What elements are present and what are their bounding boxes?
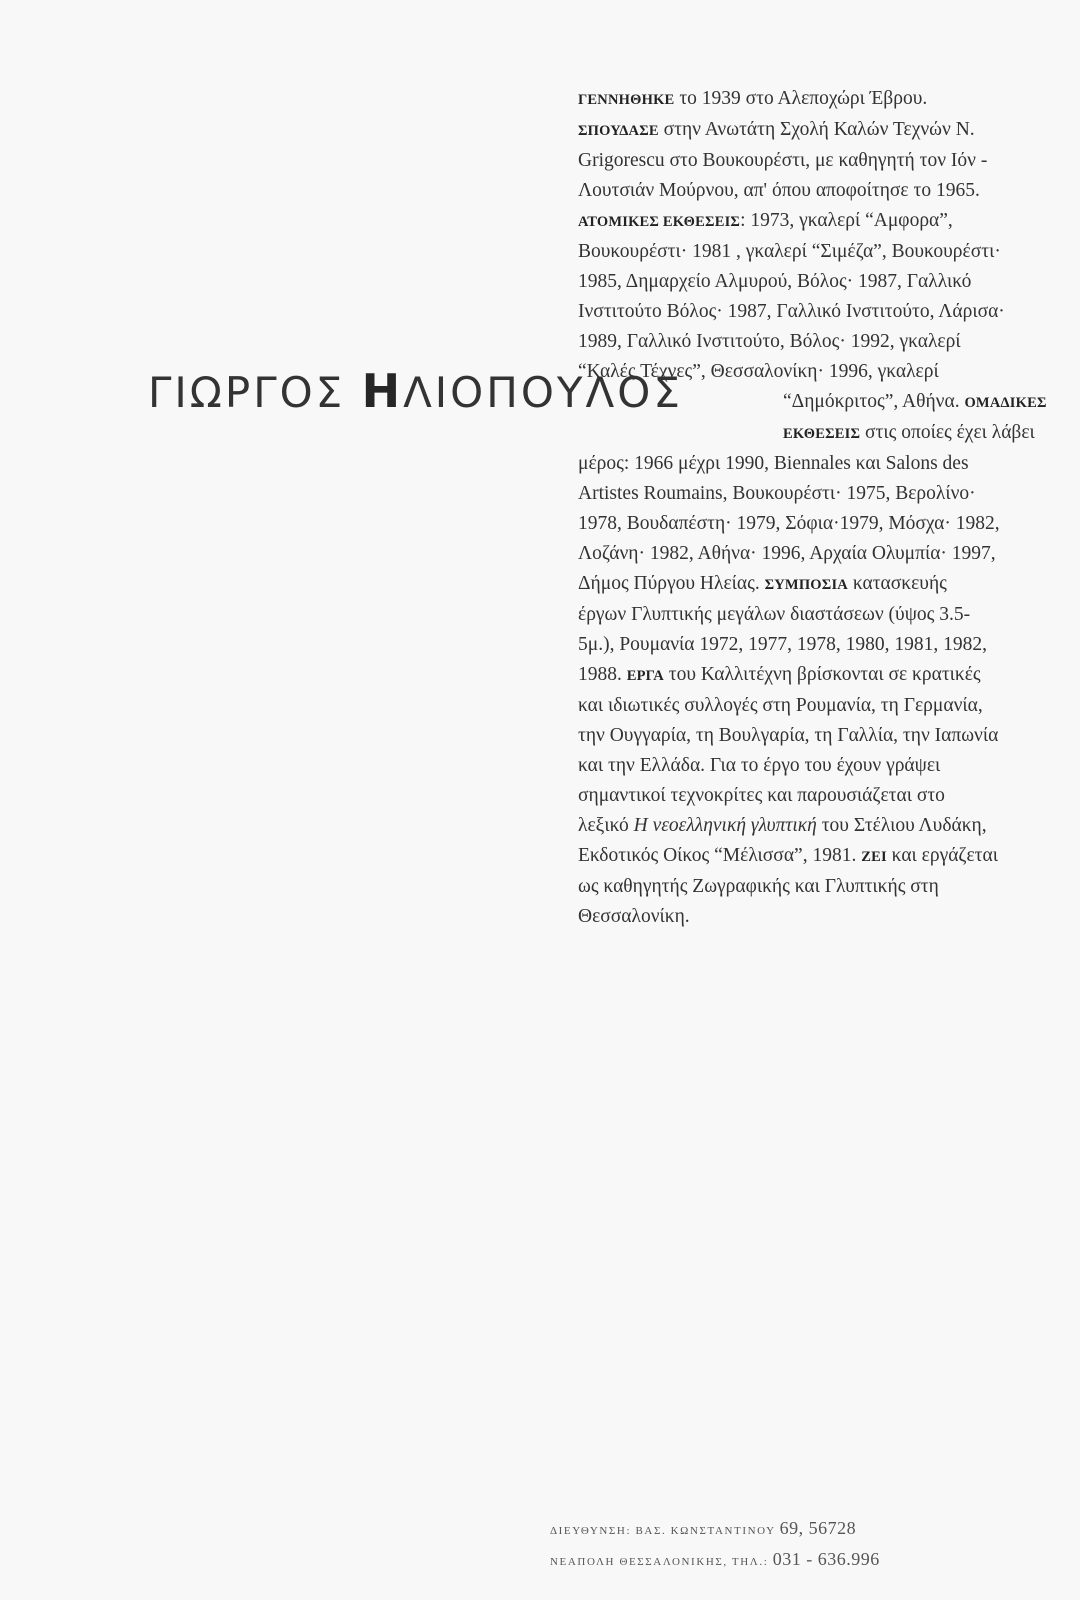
group-exhibitions-heading-2: ΕΚΘΕΣΕΙΣ [783, 426, 861, 442]
works-text: του Καλλιτέχνη βρίσκονται σε κρατικές [663, 664, 981, 685]
solo-exhibitions-heading: ΑΤΟΜΙΚΕΣ ΕΚΘΕΣΕΙΣ [578, 214, 741, 230]
address-number: 69, 56728 [779, 1518, 857, 1538]
works-heading: ΕΡΓΑ [626, 668, 664, 684]
address-line [550, 1514, 930, 1545]
studies-text: στην Ανωτάτη Σχολή Καλών Τεχνών N. [658, 119, 975, 140]
bio-line: 5μ.), Ρουμανία 1972, 1977, 1978, 1980, 1981, 1982, [578, 634, 988, 655]
bio-line: και την Ελλάδα. Για το έργο του έχουν γράψει [578, 755, 941, 776]
artist-surname-rest: ΛΙΟΠΟΥΛΟΣ [403, 368, 683, 417]
city-label: ΝΕΑΠΟΛΗ ΘΕΣΣΑΛΟΝΙΚΗΣ, ΤΗΛ.: [550, 1556, 773, 1568]
bio-line: και ιδιωτικές συλλογές στη Ρουμανία, τη Γερμανία, [578, 695, 983, 716]
lives-text: και εργάζεται [886, 845, 998, 866]
bio-line: Βουκουρέστι· 1981 , γκαλερί “Σιμέζα”, Βουκουρέστι· [578, 241, 1001, 262]
bio-line [578, 206, 1028, 237]
works-text-end: Εκδοτικός Οίκος “Μέλισσα”, 1981. [578, 845, 862, 866]
group-exhibitions-heading: ΟΜΑΔΙΚΕΣ [964, 395, 1047, 411]
bio-line [578, 569, 1028, 600]
group-text-end: Δήμος Πύργου Ηλείας. [578, 573, 765, 594]
bio-line: 1978, Βουδαπέστη· 1979, Σόφια·1979, Μόσχα· 1982, [578, 513, 1000, 534]
born-heading: ΓΕΝΝΗΘΗΚΕ [578, 92, 675, 108]
artist-surname-initial: Η [361, 364, 404, 418]
bio-line [578, 84, 1028, 115]
bio-line [578, 387, 1047, 418]
solo-text-end: “Δημόκριτος”, Αθήνα. [783, 391, 965, 412]
bio-line: Grigorescu στο Βουκουρέστι, με καθηγητή τον Ιόν - [578, 150, 988, 171]
bio-line: Ινστιτούτο Βόλος· 1987, Γαλλικό Ινστιτούτο, Λάρισα· [578, 301, 1005, 322]
works-text: λεξικό [578, 815, 634, 836]
bio-line: Artistes Roumains, Βουκουρέστι· 1975, Βερολίνο· [578, 483, 976, 504]
bio-line: μέρος: 1966 μέχρι 1990, Biennales και Salons des [578, 453, 969, 474]
address-label: ΔΙΕΥΘΥΝΣΗ: ΒΑΣ. ΚΩΝΣΤΑΝΤΙΝΟΥ [550, 1525, 780, 1537]
bio-line [578, 660, 1028, 691]
book-title: Η νεοελληνική γλυπτική [633, 815, 817, 836]
artist-first-name: ΓΙΩΡΓΟΣ [148, 368, 362, 417]
bio-line: Θεσσαλονίκη. [578, 906, 690, 927]
symposia-text-end: 1988. [578, 664, 627, 685]
born-text: το 1939 στο Αλεποχώρι Έβρου. [674, 88, 928, 109]
bio-line: Λοζάνη· 1982, Αθήνα· 1996, Αρχαία Ολυμπία· 1997, [578, 543, 996, 564]
bio-line: σημαντικοί τεχνοκρίτες και παρουσιάζεται στο [578, 785, 945, 806]
bio-line: την Ουγγαρία, τη Βουλγαρία, τη Γαλλία, την Ιαπωνία [578, 725, 999, 746]
artist-name-heading [148, 364, 683, 418]
bio-line: 1985, Δημαρχείο Αλμυρού, Βόλος· 1987, Γαλλικό [578, 271, 972, 292]
city-phone-line [550, 1545, 930, 1576]
bio-line [578, 811, 1028, 841]
bio-line: “Καλές Τέχνες”, Θεσσαλονίκη· 1996, γκαλερί [578, 361, 939, 382]
works-text: του Στέλιου Λυδάκη, [816, 815, 987, 836]
group-text: στις οποίες έχει λάβει [860, 422, 1035, 443]
solo-text: : 1973, γκαλερί “Αμφορα”, [740, 210, 953, 231]
artist-biography [578, 84, 1047, 932]
bio-line [578, 115, 1028, 146]
contact-footer [550, 1514, 930, 1576]
phone-number: 031 - 636.996 [772, 1549, 880, 1569]
symposia-heading: ΣΥΜΠΟΣΙΑ [764, 577, 848, 593]
lives-heading: ΖΕΙ [861, 849, 887, 865]
bio-line: 1989, Γαλλικό Ινστιτούτο, Βόλος· 1992, γκαλερί [578, 331, 961, 352]
symposia-text: κατασκευής [847, 573, 947, 594]
bio-line: ως καθηγητής Ζωγραφικής και Γλυπτικής στη [578, 876, 939, 897]
studies-heading: ΣΠΟΥΔΑΣΕ [578, 123, 659, 139]
bio-line: έργων Γλυπτικής μεγάλων διαστάσεων (ύψος 3.5- [578, 604, 971, 625]
bio-line: Λουτσιάν Μούρνου, απ' όπου αποφοίτησε το 1965. [578, 180, 980, 201]
bio-line [578, 841, 1028, 872]
bio-line [578, 418, 1035, 449]
